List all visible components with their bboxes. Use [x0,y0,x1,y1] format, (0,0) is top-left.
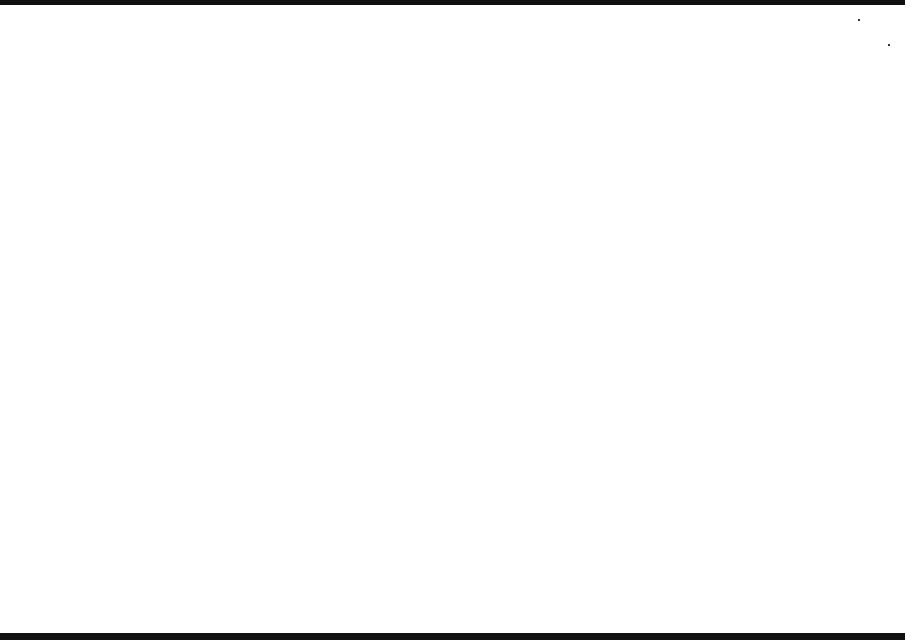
scan-edge-bottom [0,633,905,640]
scan-speck [858,19,860,21]
scan-edge-top [0,0,905,5]
scan-speck [888,44,890,46]
